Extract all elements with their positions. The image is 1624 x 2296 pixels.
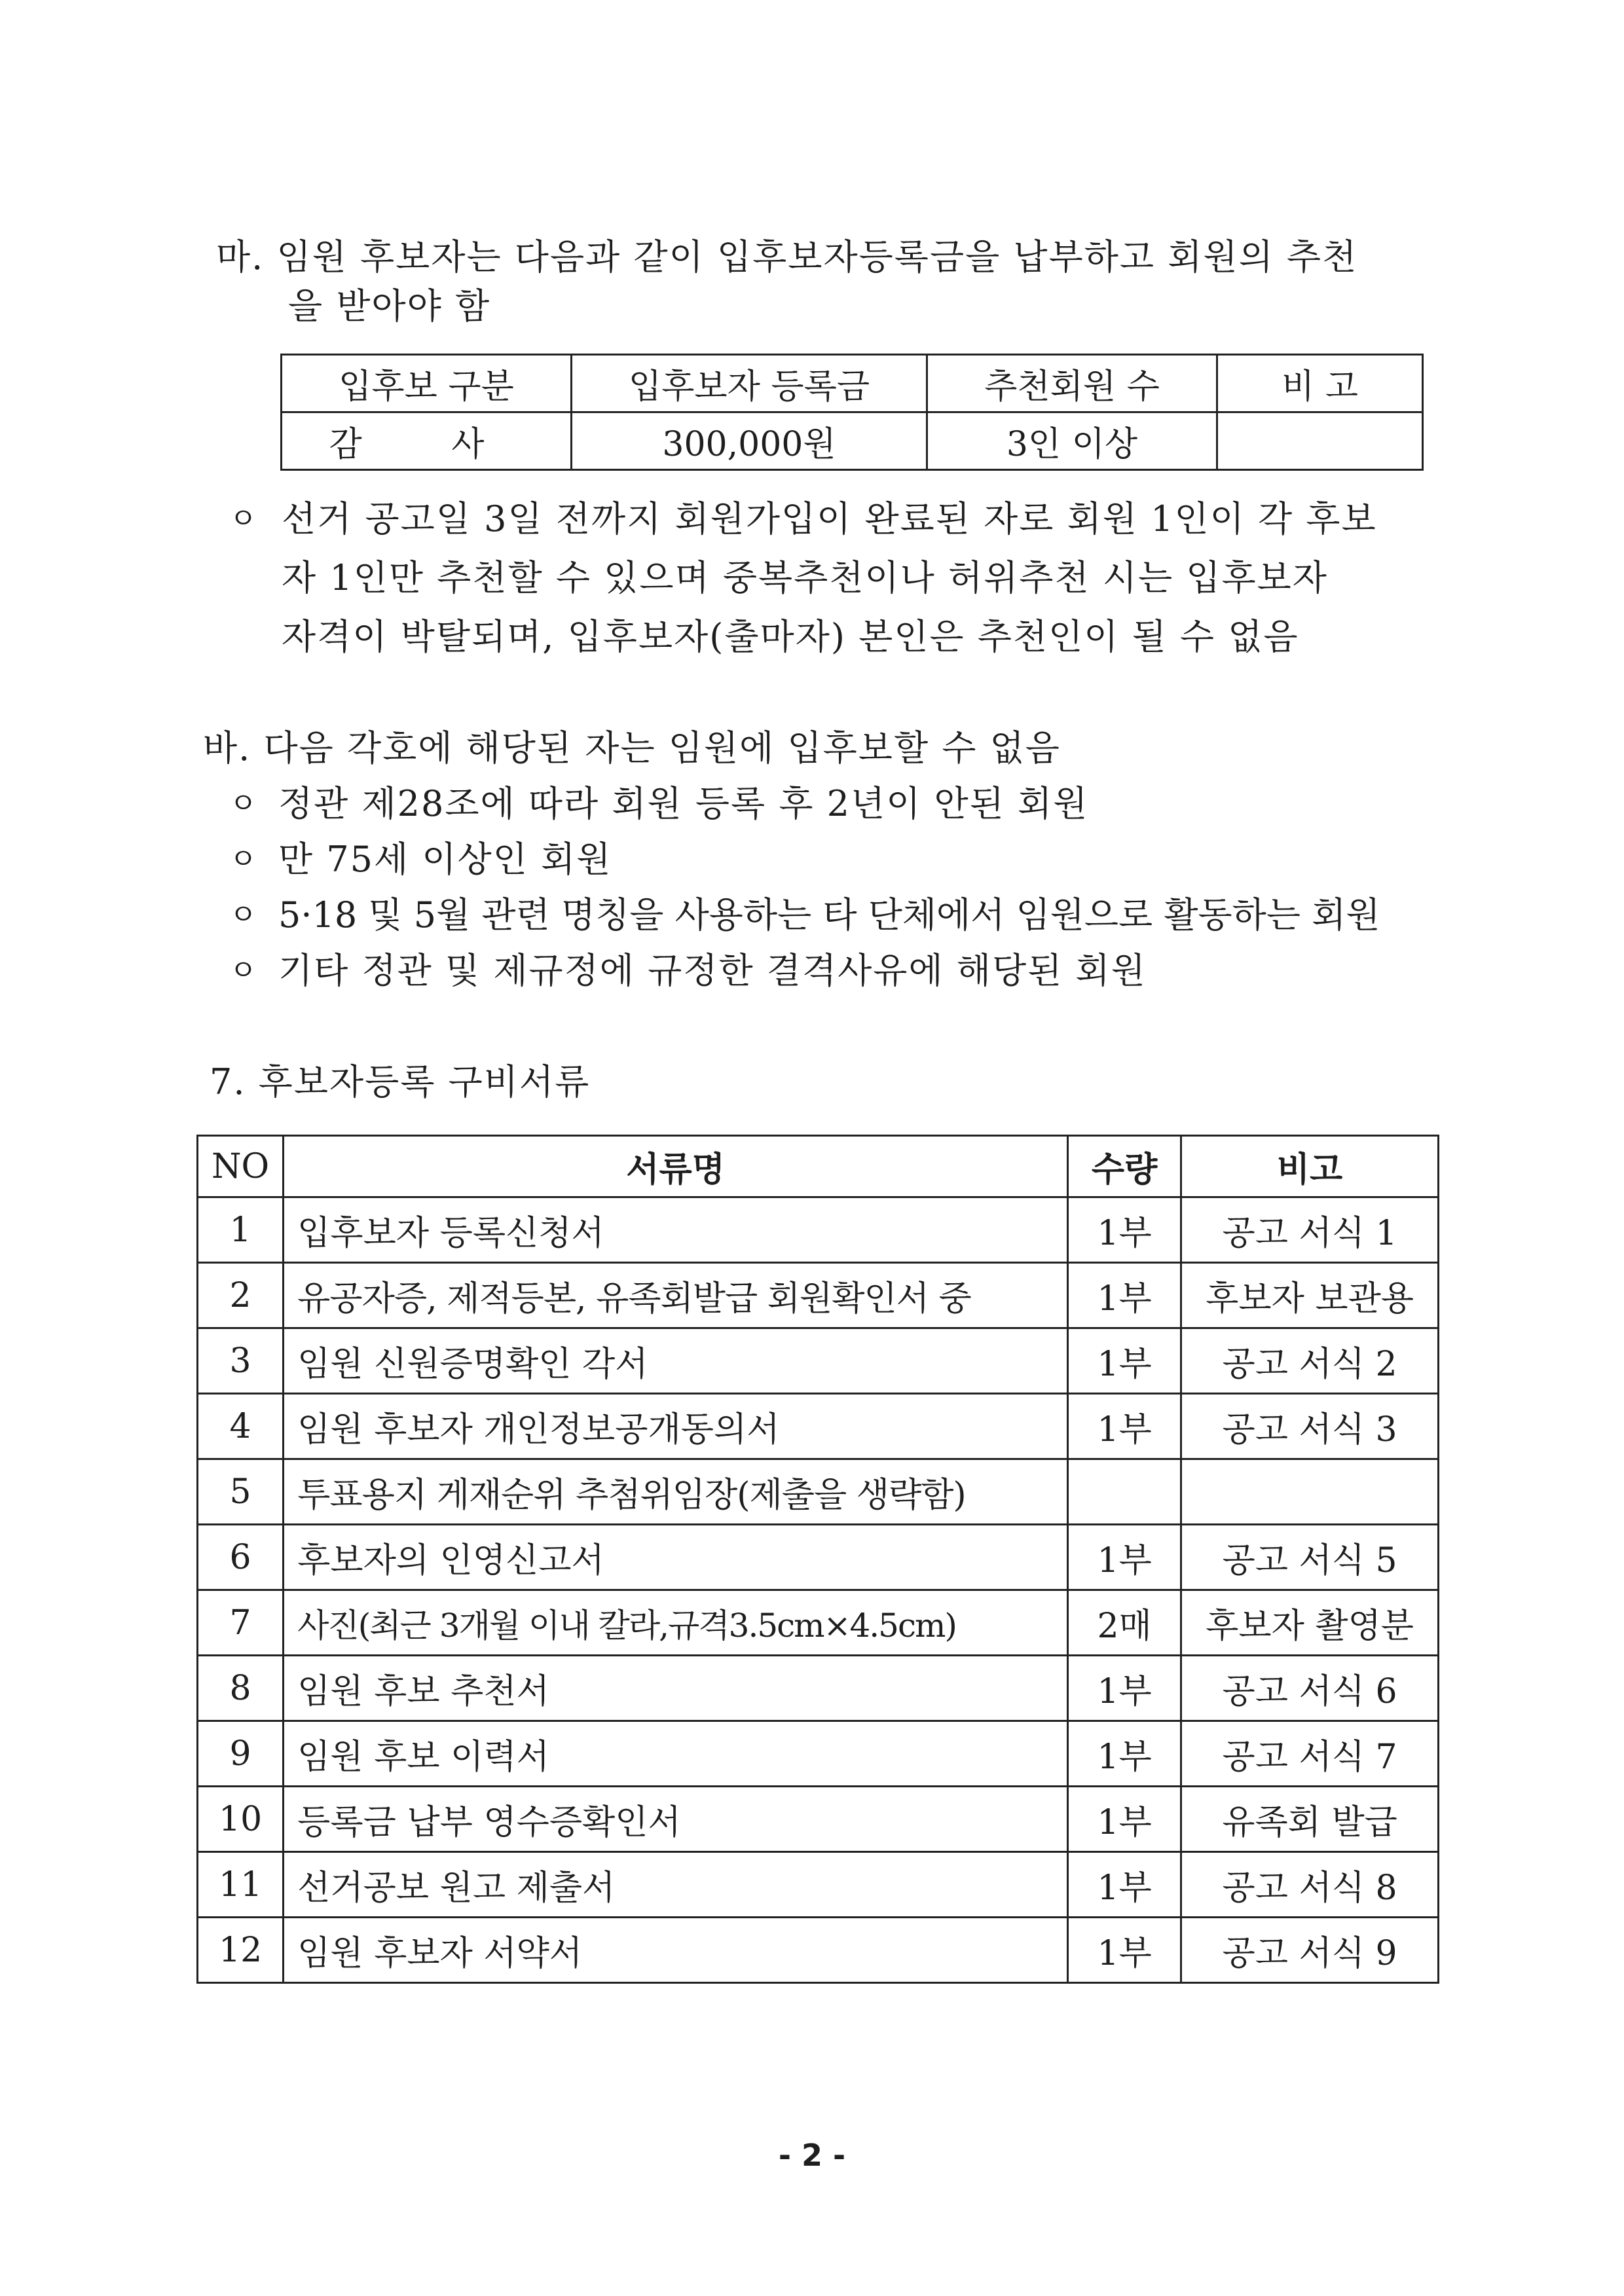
docs-cell-no: 1 xyxy=(198,1197,284,1263)
docs-cell-name: 선거공보 원고 제출서 xyxy=(284,1852,1068,1918)
section7-title: 7. 후보자등록 구비서류 xyxy=(210,1061,591,1102)
table-row xyxy=(198,1263,1439,1328)
docs-header-remarks: 비고 xyxy=(1181,1136,1439,1197)
deposit-cell-fee: 300,000원 xyxy=(572,412,927,470)
deposit-cell-remarks xyxy=(1217,412,1423,470)
docs-cell-no: 11 xyxy=(198,1852,284,1918)
docs-cell-qty: 2매 xyxy=(1068,1590,1181,1656)
table-row xyxy=(198,1590,1439,1656)
ba-item-3: 5·18 및 5월 관련 명칭을 사용하는 타 단체에서 임원으로 활동하는 회원 xyxy=(278,894,1380,936)
docs-cell-qty: 1부 xyxy=(1068,1328,1181,1394)
docs-cell-remarks: 공고 서식 8 xyxy=(1181,1852,1439,1918)
note-bullet: ㅇ xyxy=(229,502,259,536)
docs-cell-no: 7 xyxy=(198,1590,284,1656)
deposit-cell-recommenders: 3인 이상 xyxy=(927,412,1217,470)
docs-cell-name: 투표용지 게재순위 추첨위임장(제출을 생략함) xyxy=(284,1459,1068,1525)
docs-cell-no: 6 xyxy=(198,1525,284,1590)
ba-item-4: 기타 정관 및 제규정에 규정한 결격사유에 해당된 회원 xyxy=(278,950,1147,991)
table-row xyxy=(198,1197,1439,1263)
docs-cell-qty: 1부 xyxy=(1068,1394,1181,1459)
section-ma-line2: 을 받아야 함 xyxy=(288,285,491,327)
docs-cell-name: 임원 후보 추천서 xyxy=(284,1656,1068,1721)
docs-cell-no: 9 xyxy=(198,1721,284,1787)
note-line2: 자 1인만 추천할 수 있으며 중복추천이나 허위추천 시는 입후보자 xyxy=(282,557,1328,598)
docs-cell-remarks: 공고 서식 7 xyxy=(1181,1721,1439,1787)
docs-cell-no: 8 xyxy=(198,1656,284,1721)
ba-item-1: 정관 제28조에 따라 회원 등록 후 2년이 안된 회원 xyxy=(278,783,1089,824)
docs-cell-name: 임원 후보자 서약서 xyxy=(284,1918,1068,1983)
ba-item-2: 만 75세 이상인 회원 xyxy=(278,839,612,880)
docs-cell-name: 등록금 납부 영수증확인서 xyxy=(284,1787,1068,1852)
section-ba-title: 바. 다음 각호에 해당된 자는 임원에 입후보할 수 없음 xyxy=(203,727,1061,769)
docs-table-header-row xyxy=(198,1136,1439,1197)
section-ma-line1: 마. 임원 후보자는 다음과 같이 입후보자등록금을 납부하고 회원의 추천 xyxy=(216,236,1358,278)
docs-header-qty: 수량 xyxy=(1068,1136,1181,1197)
table-row xyxy=(198,1328,1439,1394)
page-number: - 2 - xyxy=(778,2138,846,2173)
docs-cell-name: 임원 후보자 개인정보공개동의서 xyxy=(284,1394,1068,1459)
ba-bullet-2: ㅇ xyxy=(229,843,259,876)
docs-cell-no: 12 xyxy=(198,1918,284,1983)
docs-cell-qty: 1부 xyxy=(1068,1656,1181,1721)
deposit-table-row xyxy=(282,412,1423,470)
docs-cell-name: 사진(최근 3개월 이내 칼라,규격3.5cm×4.5cm) xyxy=(284,1590,1068,1656)
docs-cell-remarks: 공고 서식 5 xyxy=(1181,1525,1439,1590)
deposit-header-fee: 입후보자 등록금 xyxy=(572,355,927,412)
docs-cell-remarks: 공고 서식 2 xyxy=(1181,1328,1439,1394)
docs-cell-remarks: 유족회 발급 xyxy=(1181,1787,1439,1852)
docs-cell-name: 임원 후보 이력서 xyxy=(284,1721,1068,1787)
table-row xyxy=(198,1918,1439,1983)
docs-cell-qty: 1부 xyxy=(1068,1787,1181,1852)
docs-cell-no: 5 xyxy=(198,1459,284,1525)
deposit-table xyxy=(280,354,1424,471)
docs-cell-remarks: 후보자 보관용 xyxy=(1181,1263,1439,1328)
table-row xyxy=(198,1721,1439,1787)
note-line1: 선거 공고일 3일 전까지 회원가입이 완료된 자로 회원 1인이 각 후보 xyxy=(282,498,1377,539)
docs-cell-no: 10 xyxy=(198,1787,284,1852)
table-row xyxy=(198,1394,1439,1459)
docs-cell-qty: 1부 xyxy=(1068,1721,1181,1787)
docs-cell-qty: 1부 xyxy=(1068,1852,1181,1918)
docs-cell-remarks: 공고 서식 1 xyxy=(1181,1197,1439,1263)
docs-cell-name: 후보자의 인영신고서 xyxy=(284,1525,1068,1590)
docs-cell-remarks: 공고 서식 6 xyxy=(1181,1656,1439,1721)
ba-bullet-1: ㅇ xyxy=(229,787,259,820)
docs-cell-remarks: 공고 서식 9 xyxy=(1181,1918,1439,1983)
table-row xyxy=(198,1656,1439,1721)
docs-cell-qty: 1부 xyxy=(1068,1918,1181,1983)
table-row xyxy=(198,1852,1439,1918)
docs-cell-name: 임원 신원증명확인 각서 xyxy=(284,1328,1068,1394)
docs-cell-remarks: 공고 서식 3 xyxy=(1181,1394,1439,1459)
docs-cell-name: 입후보자 등록신청서 xyxy=(284,1197,1068,1263)
required-docs-table xyxy=(196,1135,1439,1984)
docs-cell-qty: 1부 xyxy=(1068,1525,1181,1590)
deposit-header-remarks: 비 고 xyxy=(1217,355,1423,412)
deposit-header-recommenders: 추천회원 수 xyxy=(927,355,1217,412)
table-row xyxy=(198,1787,1439,1852)
docs-cell-remarks: 후보자 촬영분 xyxy=(1181,1590,1439,1656)
table-row xyxy=(198,1525,1439,1590)
docs-cell-no: 2 xyxy=(198,1263,284,1328)
docs-cell-name: 유공자증, 제적등본, 유족회발급 회원확인서 중 xyxy=(284,1263,1068,1328)
docs-header-name: 서류명 xyxy=(284,1136,1068,1197)
deposit-cell-category: 감 사 xyxy=(282,412,572,470)
docs-cell-no: 4 xyxy=(198,1394,284,1459)
docs-cell-qty xyxy=(1068,1459,1181,1525)
ba-bullet-4: ㅇ xyxy=(229,954,259,987)
ba-bullet-3: ㅇ xyxy=(229,898,259,932)
docs-header-no: NO xyxy=(198,1136,284,1197)
table-row xyxy=(198,1459,1439,1525)
docs-cell-remarks xyxy=(1181,1459,1439,1525)
docs-cell-qty: 1부 xyxy=(1068,1263,1181,1328)
note-line3: 자격이 박탈되며, 입후보자(출마자) 본인은 추천인이 될 수 없음 xyxy=(282,616,1299,657)
deposit-table-header-row xyxy=(282,355,1423,412)
deposit-header-category: 입후보 구분 xyxy=(282,355,572,412)
docs-cell-no: 3 xyxy=(198,1328,284,1394)
docs-cell-qty: 1부 xyxy=(1068,1197,1181,1263)
